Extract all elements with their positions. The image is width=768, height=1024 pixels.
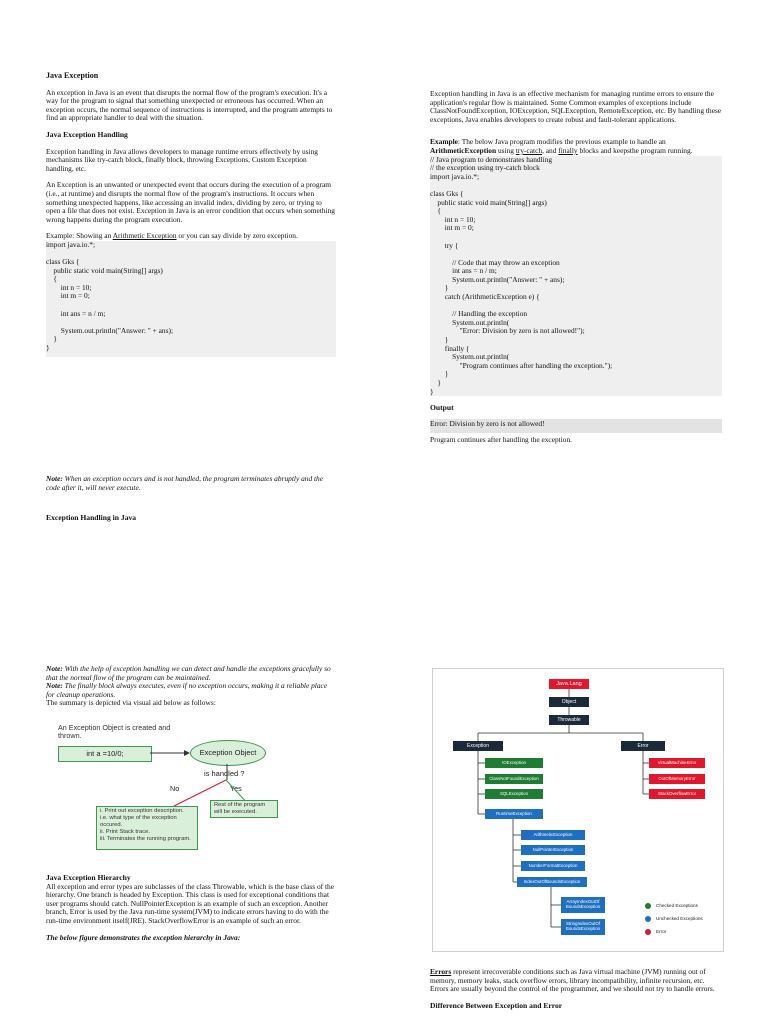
legend <box>645 899 719 938</box>
note-2-text: With the help of exception handling we can detect and handle the exceptions gracefully so that the normal flow of the program can be maintained. <box>46 664 331 682</box>
legend-error: Error <box>645 925 719 938</box>
arithmetic-exception-link[interactable]: Arithmetic Exception <box>112 231 177 241</box>
flow-arrow-1 <box>150 748 190 758</box>
right-example-line: Example: The below Java program modifies the previous example to handle an ArithmeticException using try-catch, and finally blocks and keepsthe program running. <box>430 137 693 155</box>
try-catch-link[interactable]: try-catch <box>515 145 543 155</box>
errors-paragraph: Errors represent irrecoverable conditions such as Java virtual machine (JVM) running out of memory, memory leaks, stack overflow errors, library incompatibility, infinite recursion, etc. Errors are usually beyond the control of the programmer, and we should not try to handle errors. <box>430 967 715 994</box>
code-block-1: import java.io.*; class Gks { public static void main(String[] args) { int n = 10; int m = 0; int ans = n / m; System.out.println("Answer: " + ans); } } <box>46 241 336 357</box>
node-indexoutofbounds: IndexOutOfBoundsException <box>517 877 587 887</box>
handling-paragraph-2: An Exception is an unwanted or unexpected event that occurs during the execution of a program (i.e., at runtime) and disrupts the normal flow of the program's instructions. It occurs when something unexpected happens, like accessing an invalid index, dividing by zero, or trying to open a file that does not exist. Exception in Java is an error condition that occurs when something wrong happens during the program execution. <box>46 180 335 224</box>
output-line-2: Program continues after handling the exception. <box>430 435 573 445</box>
node-outofmemory: OutOfMemoryError <box>649 774 705 784</box>
flow-created-text: An Exception Object is created and thrown. <box>58 723 171 741</box>
node-sqlexception: SQLException <box>485 789 543 799</box>
exception-handling-in-java <box>46 514 336 523</box>
flow-left-box: i. Print out exception description. i.e. what type of the exception occured. ii. Print Stack trace. iii. Terminates the running program. <box>96 806 198 850</box>
node-arrayindex: ArrayIndexOutOf BoundsException <box>561 897 605 913</box>
node-exception: Exception <box>453 741 503 751</box>
exception-hierarchy-diagram <box>432 668 724 952</box>
flow-code-box: int a =10/0; <box>58 746 152 762</box>
handling-heading: Java Exception Handling <box>46 129 128 139</box>
note-3-text: The finally block always executes, even if no exception occurs, making it a reliable place for cleanup operations. <box>46 681 328 699</box>
intro-paragraph: An exception in Java is an event that disrupts the normal flow of the program's execution. It's a way for the program to signal that something unexpected or erroneous has occurred. When an exception occurs, the normal sequence of instructions is interrupted, and the program attempts to find an appropriate handler to deal with the situation. <box>46 87 333 123</box>
summary-line: The summary is depicted via visual aid below as follows: <box>46 698 216 708</box>
note-1-text: When an exception occurs and is not handled, the program terminates abruptly and the code after it, will never execute. <box>46 474 324 492</box>
unchecked-dot-icon <box>645 916 651 922</box>
output-heading: Output <box>430 403 454 413</box>
node-virtualmachine: VirtualMachineError <box>649 758 705 768</box>
hierarchy-paragraph: All exception and error types are subclasses of the class Throwable, which is the base class of the hierarchy. One branch is headed by Exception. This class is used for exceptional conditions that user programs should catch. NullPointerException is an example of such an exception. Another branch, Error is used by the Java run-time system(JVM) to indicate errors having to do with the run-time environment itself(JRE). StackOverflowError is an example of such an error. <box>46 881 335 925</box>
flow-right-box: Rest of the program will be executed. <box>210 800 278 818</box>
node-runtimeexception: RuntimeException <box>485 809 543 819</box>
flow-yes: Yes <box>230 784 242 793</box>
difference-heading: Difference Between Exception and Error <box>430 1000 563 1010</box>
errors-section <box>430 968 722 1010</box>
node-numberformat: NumberFormatException <box>521 861 585 871</box>
node-classnotfound: ClassNotFoundException <box>485 774 543 784</box>
page-title: Java Exception <box>46 71 99 80</box>
exception-flow-diagram <box>52 720 332 860</box>
errors-link[interactable]: Errors <box>430 967 452 976</box>
node-error: Error <box>621 741 665 751</box>
note-1-label: Note: <box>46 474 63 483</box>
checked-dot-icon <box>645 903 651 909</box>
node-arithmetic: ArithmeticException <box>521 830 585 840</box>
hierarchy-section <box>46 874 336 942</box>
note-2-label: Note: <box>46 664 63 673</box>
note-3-label: Note: <box>46 681 63 691</box>
right-column <box>430 90 722 445</box>
left-column <box>46 72 336 357</box>
node-ioexception: IOException <box>485 758 543 768</box>
node-stackoverflow: StackOverflowError <box>649 789 705 799</box>
flow-is-handled: is handled ? <box>204 769 245 778</box>
flow-no: No <box>170 784 180 793</box>
code-block-2: // Java program to demonstrates handling // the exception using try-catch block import java.io.*; class Gks { public static void main(String[] args) { int n = 10; int m = 0; try { // Code that may throw an exception int ans = n / m; System.out.println("Answer: " + ans); } catch (ArithmeticException e) { // Handling the exception System.out.println( "Error: Division by zero is not allowed!"); } finally { System.out.println( "Program continues after handling the exception."); } } } <box>430 156 722 397</box>
flow-exception-object: Exception Object <box>190 740 266 766</box>
hierarchy-figure-caption: The below figure demonstrates the exception hierarchy in Java: <box>46 932 241 942</box>
handling-in-java-heading: Exception Handling in Java <box>46 513 137 522</box>
note-1 <box>46 475 336 492</box>
node-throwable: Throwable <box>549 715 589 725</box>
node-java-lang: Java.Lang <box>549 679 589 689</box>
finally-link[interactable]: finally <box>558 145 578 155</box>
right-intro-paragraph: Exception handling in Java is an effective mechanism for managing runtime errors to ensure the application's regular flow is maintained. Some Common examples of exceptions include ClassNotFoundException, IOException, SQLException, RemoteException, etc. By handling these exceptions, Java enables developers to create robust and fault-tolerant applications. <box>430 89 722 124</box>
node-stringindex: StringIndexOutOf BoundsException <box>561 919 605 935</box>
error-dot-icon <box>645 929 651 935</box>
legend-checked: Checked Exceptions <box>645 899 719 912</box>
node-nullpointer: NullPointerException <box>521 845 585 855</box>
example-line: Example: Showing an Arithmetic Exception or you can say divide by zero exception. <box>46 231 298 241</box>
node-object: Object <box>549 697 589 707</box>
hierarchy-heading: Java Exception Hierarchy <box>46 873 131 882</box>
output-line-1: Error: Division by zero is not allowed! <box>430 419 722 434</box>
legend-unchecked: Unchecked Exceptions <box>645 912 719 925</box>
notes-block <box>46 665 336 708</box>
handling-paragraph-1: Exception handling in Java allows developers to manage runtime errors effectively by using mechanisms like try-catch block, finally block, throwing Exceptions, Custom Exception handling, etc. <box>46 146 319 173</box>
